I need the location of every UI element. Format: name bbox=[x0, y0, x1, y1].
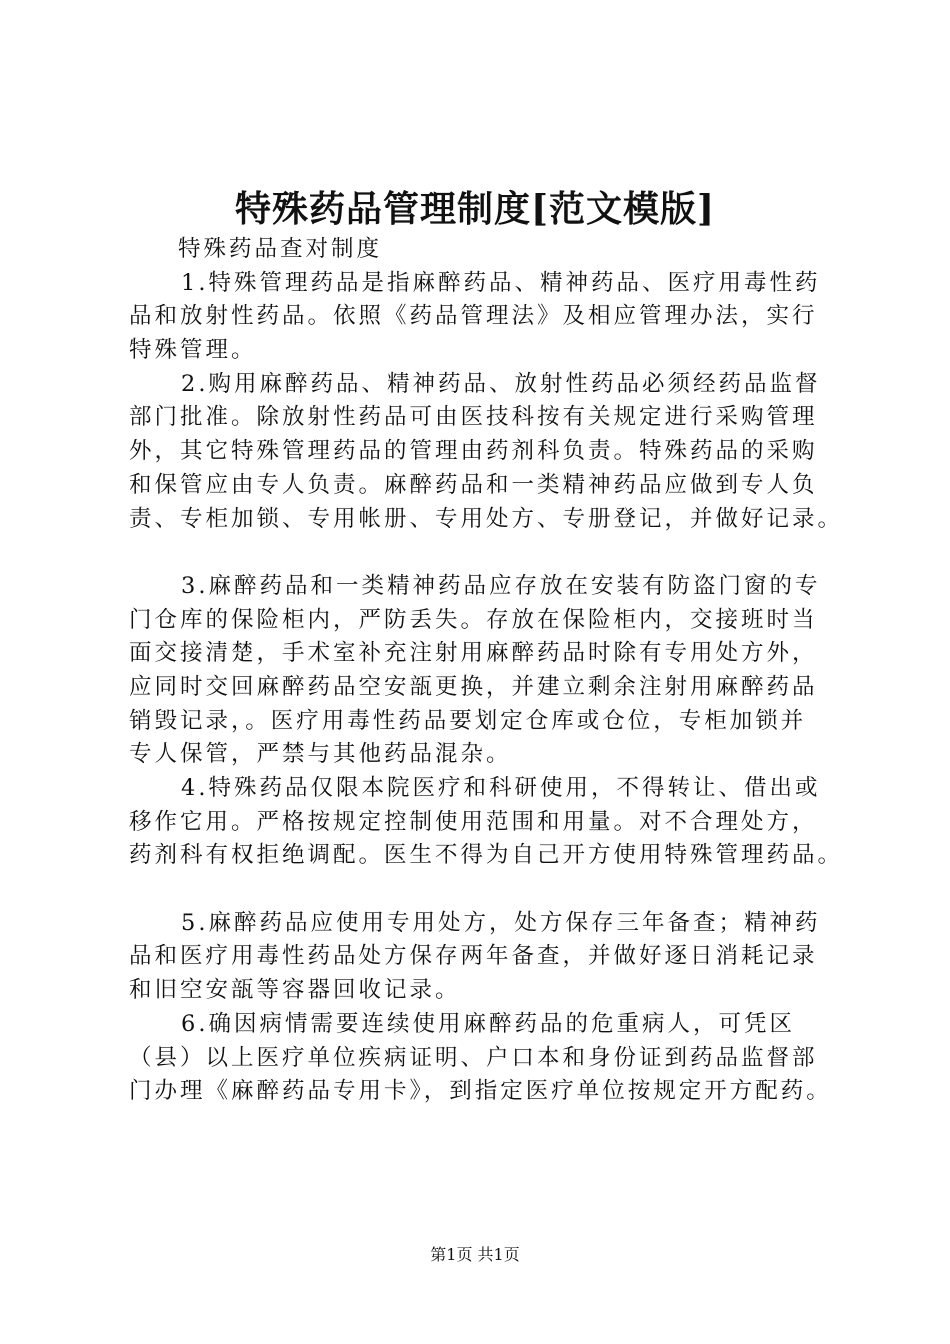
paragraph-line: 特殊管理。 bbox=[129, 337, 257, 364]
paragraph-line: 6.确因病情需要连续使用麻醉药品的危重病人，可凭区 bbox=[181, 1010, 795, 1037]
paragraph-line: 面交接清楚，手术室补充注射用麻醉药品时除有专用处方外， bbox=[129, 640, 818, 667]
paragraph-line: 部门批准。除放射性药品可由医技科按有关规定进行采购管理 bbox=[129, 404, 818, 431]
paragraph-line: 药剂科有权拒绝调配。医生不得为自己开方使用特殊管理药品。 bbox=[129, 842, 844, 869]
paragraph-5 bbox=[129, 907, 833, 1008]
paragraph-1 bbox=[129, 267, 833, 368]
paragraph-line: 2.购用麻醉药品、精神药品、放射性药品必须经药品监督 bbox=[181, 370, 821, 397]
paragraph-line: 1.特殊管理药品是指麻醉药品、精神药品、医疗用毒性药 bbox=[181, 269, 821, 296]
paragraph-2 bbox=[129, 368, 844, 536]
paragraph-3 bbox=[129, 570, 833, 772]
paragraph-line: 销毁记录，。医疗用毒性药品要划定仓库或仓位，专柜加锁并 bbox=[129, 707, 807, 734]
blank-line bbox=[129, 536, 833, 570]
paragraph-4 bbox=[129, 772, 844, 873]
paragraph-line: 和旧空安瓿等容器回收记录。 bbox=[129, 977, 461, 1004]
paragraph-line: 3.麻醉药品和一类精神药品应存放在安装有防盗门窗的专 bbox=[181, 572, 821, 599]
paragraph-line: 品和放射性药品。依照《药品管理法》及相应管理办法，实行 bbox=[129, 303, 818, 330]
paragraph-line: 专人保管，严禁与其他药品混杂。 bbox=[129, 741, 512, 768]
paragraph-line: （县）以上医疗单位疾病证明、户口本和身份证到药品监督部 bbox=[129, 1044, 818, 1071]
paragraph-line: 和保管应由专人负责。麻醉药品和一类精神药品应做到专人负 bbox=[129, 471, 818, 498]
blank-line bbox=[129, 873, 833, 907]
paragraph-line: 外，其它特殊管理药品的管理由药剂科负责。特殊药品的采购 bbox=[129, 438, 818, 465]
document-title: 特殊药品管理制度[范文模版] bbox=[234, 188, 716, 230]
paragraph-line: 应同时交回麻醉药品空安瓿更换，并建立剩余注射用麻醉药品 bbox=[129, 673, 818, 700]
paragraph-6 bbox=[129, 1008, 833, 1109]
paragraph-line: 门仓库的保险柜内，严防丢失。存放在保险柜内，交接班时当 bbox=[129, 606, 818, 633]
paragraph-line: 品和医疗用毒性药品处方保存两年备查，并做好逐日消耗记录 bbox=[129, 943, 818, 970]
paragraph-line: 4.特殊药品仅限本院医疗和科研使用，不得转让、借出或 bbox=[181, 775, 821, 801]
paragraph-line: 5.麻醉药品应使用专用处方，处方保存三年备查；精神药 bbox=[181, 909, 821, 936]
document-subtitle: 特殊药品查对制度 bbox=[178, 236, 383, 262]
page-footer: 第1页 共1页 bbox=[430, 1245, 520, 1264]
document-body bbox=[129, 233, 844, 1109]
paragraph-line: 责、专柜加锁、专用帐册、专用处方、专册登记，并做好记录。 bbox=[129, 505, 844, 532]
paragraph-line: 移作它用。严格按规定控制使用范围和用量。对不合理处方， bbox=[129, 808, 818, 835]
paragraph-line: 门办理《麻醉药品专用卡》，到指定医疗单位按规定开方配药。 bbox=[129, 1078, 832, 1105]
